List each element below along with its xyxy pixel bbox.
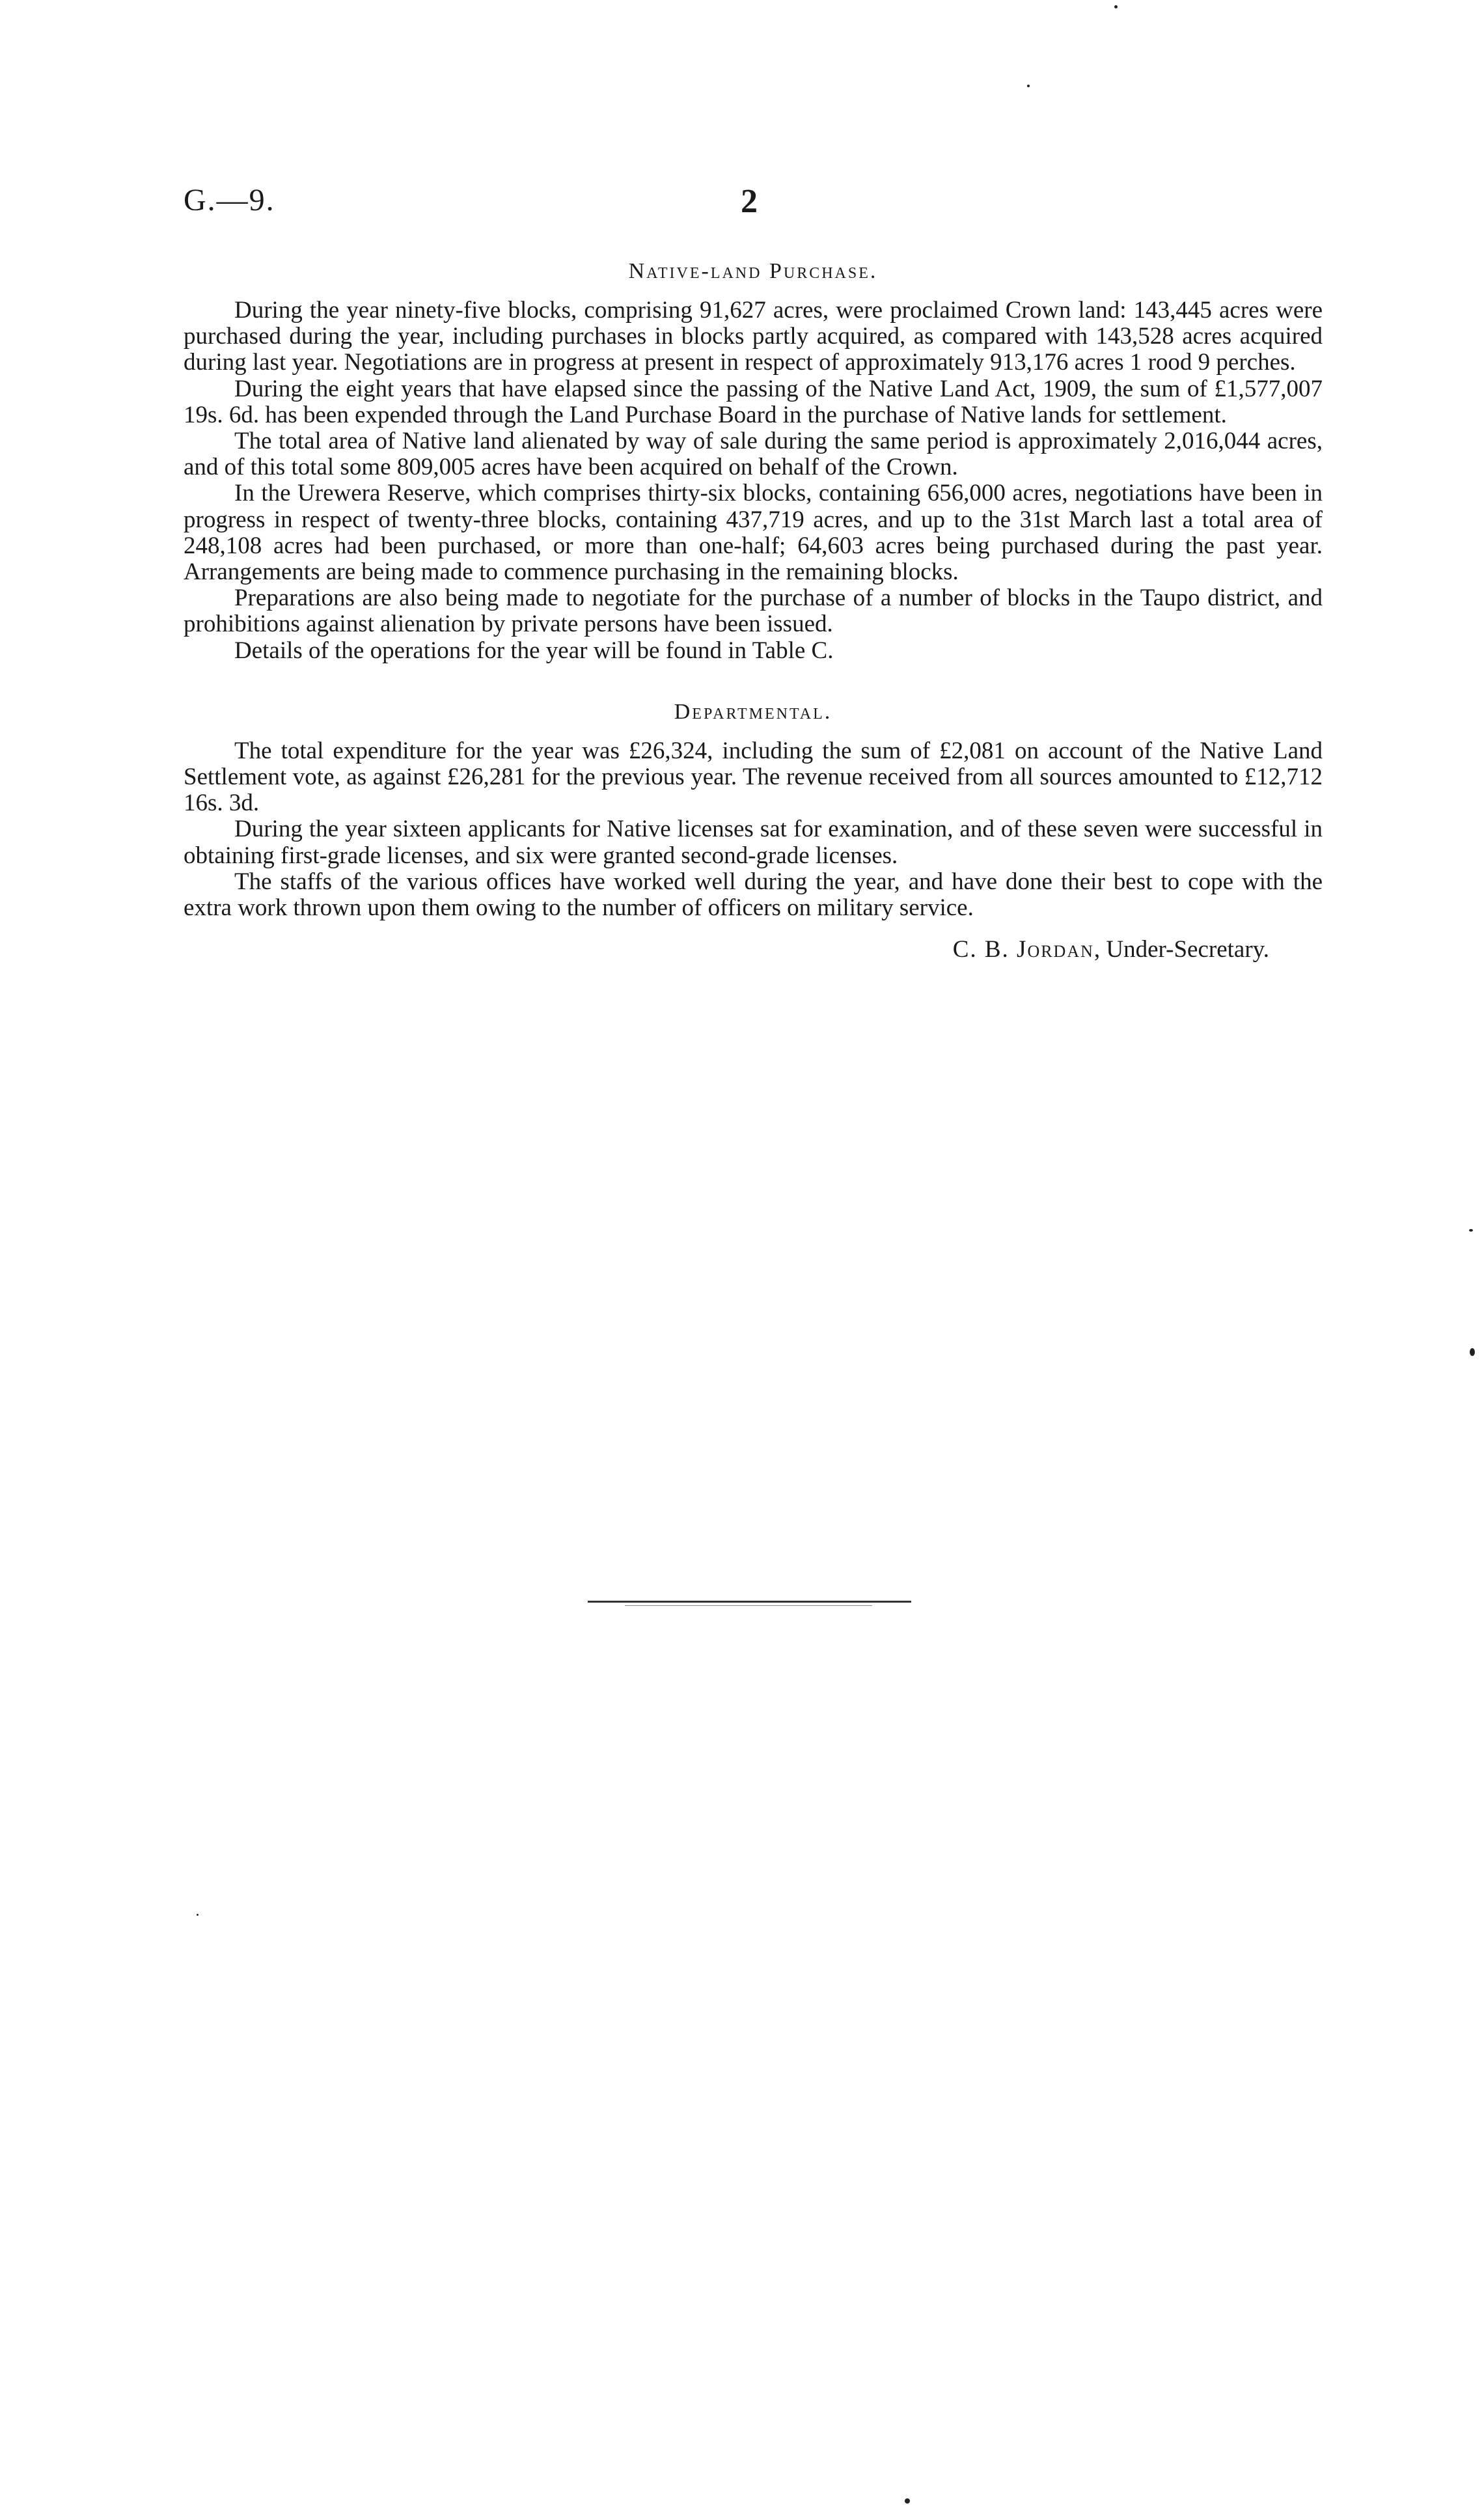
section-heading: Departmental. [674,699,832,724]
end-rule [588,1601,911,1603]
section-heading: Native-land Purchase. [628,259,878,283]
scan-speck [1470,1348,1475,1356]
paragraph: Preparations are also being made to negotiate for the purchase of a number of blocks in the Taupo district, and prohibitions against alienation by private persons have been issued. [184,585,1323,638]
page-number: 2 [741,183,758,220]
scan-speck [1114,5,1118,8]
scan-speck [197,1914,199,1916]
paragraph: The total area of Native land alienated by way of sale during the same period is approximately 2,016,044 acres, and of this total some 809,005 acres have been acquired on behalf of the Crown. [184,428,1323,481]
paragraph: The staffs of the various offices have worked well during the year, and have done their best to cope with the extra work thrown upon them owing to the number of officers on military service. [184,868,1323,922]
page-header [184,182,1323,234]
document-reference: G.—9. [184,183,275,217]
paragraph: In the Urewera Reserve, which comprises thirty-six blocks, containing 656,000 acres, negotiations have been in progress in respect of twenty-three blocks, containing 437,719 acres, and up to the 31st March last a total area of 248,108 acres had been purchased, or more than one-half; 64,603 acres being purchased during the past year. Arrangements are being made to commence purchasing in the remaining blocks. [184,480,1323,586]
section-native-land-purchase [184,257,1323,664]
scan-speck [1469,1229,1473,1232]
paragraph: During the year ninety-five blocks, comprising 91,627 acres, were proclaimed Crown land: 143,445 acres were purchased during the year, including purchases in blocks partly acquired, as compared with 143,528 acres acquired during last year. Negotiations are in progress at present in respect of approximately 913,176 acres 1 rood 9 perches. [184,297,1323,376]
end-rule-shadow [625,1605,872,1606]
scan-speck [1027,85,1030,87]
paragraph: The total expenditure for the year was £26,324, including the sum of £2,081 on account of the Native Land Settlement vote, as against £26,281 for the previous year. The revenue received from all sources amounted to £12,712 16s. 3d. [184,737,1323,817]
signatory-title: , Under-Secretary. [1093,936,1269,963]
signatory-name: C. B. Jordan [952,936,1094,963]
section-departmental [184,698,1323,921]
paragraph: Details of the operations for the year will be found in Table C. [234,637,834,664]
document-body [184,257,1323,964]
paragraph: During the eight years that have elapsed since the passing of the Native Land Act, 1909, the sum of £1,577,007 19s. 6d. has been expended through the Land Purchase Board in the purchase of Native lands for settlement. [184,375,1323,428]
scan-speck [905,2498,910,2504]
signature-block [184,935,1323,964]
paragraph: During the year sixteen applicants for Native licenses sat for examination, and of these seven were successful in obtaining first-grade licenses, and six were granted second-grade licenses. [184,816,1323,869]
